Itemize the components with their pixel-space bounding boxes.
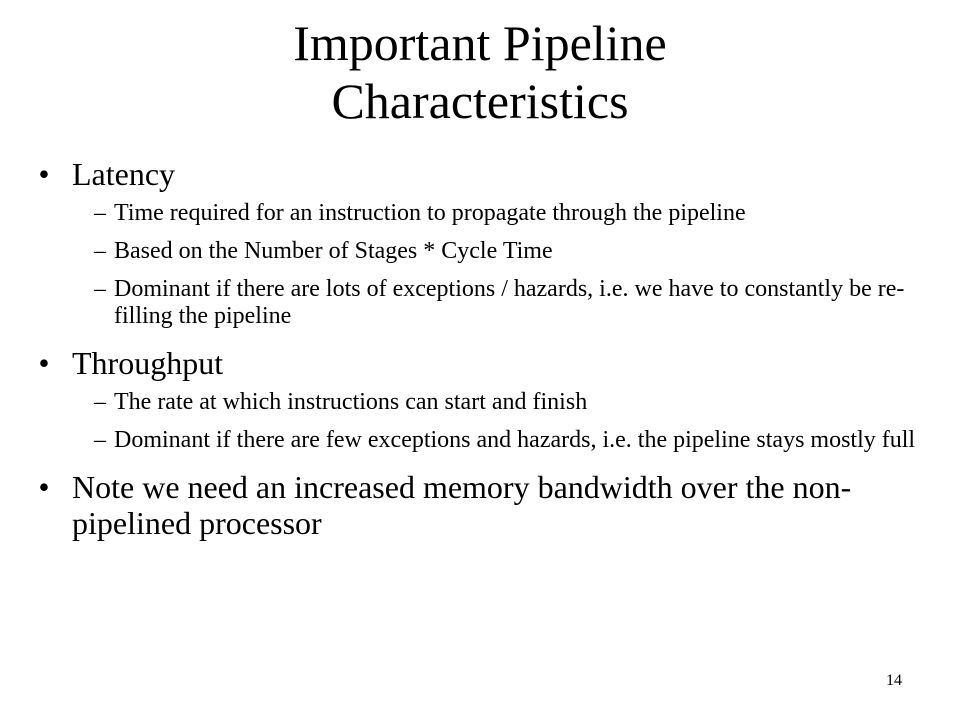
sub-marker: – — [94, 276, 106, 302]
bullet-text: Throughput — [72, 345, 224, 381]
bullet-text: Note we need an increased memory bandwidth over the non-pipelined processor — [72, 469, 852, 541]
sub-item — [0, 427, 960, 454]
title-line-2: Characteristics — [331, 73, 629, 129]
sub-text: Dominant if there are few exceptions and hazards, i.e. the pipeline stays mostly full — [114, 427, 916, 453]
bullet-marker: • — [38, 345, 50, 381]
sub-item — [0, 238, 960, 265]
slide-content — [0, 156, 960, 549]
bullet-throughput — [0, 345, 960, 381]
bullet-marker: • — [38, 469, 50, 505]
sub-item — [0, 276, 960, 330]
sub-text: The rate at which instructions can start and finish — [114, 389, 588, 415]
sub-text: Dominant if there are lots of exceptions / hazards, i.e. we have to constantly be re-filling the pipeline — [114, 276, 905, 329]
sub-marker: – — [94, 389, 106, 415]
sub-marker: – — [94, 238, 106, 264]
sub-item — [0, 200, 960, 227]
sub-marker: – — [94, 200, 106, 226]
sub-item — [0, 389, 960, 416]
bullet-marker: • — [38, 156, 50, 192]
title-line-1: Important Pipeline — [293, 15, 667, 71]
bullet-note — [0, 469, 960, 541]
sub-text: Based on the Number of Stages * Cycle Time — [114, 238, 553, 264]
sub-text: Time required for an instruction to propagate through the pipeline — [114, 200, 746, 226]
slide-number: 14 — [886, 672, 902, 689]
slide-title — [80, 14, 880, 130]
sub-marker: – — [94, 427, 106, 453]
bullet-text: Latency — [72, 156, 176, 192]
bullet-latency — [0, 156, 960, 192]
